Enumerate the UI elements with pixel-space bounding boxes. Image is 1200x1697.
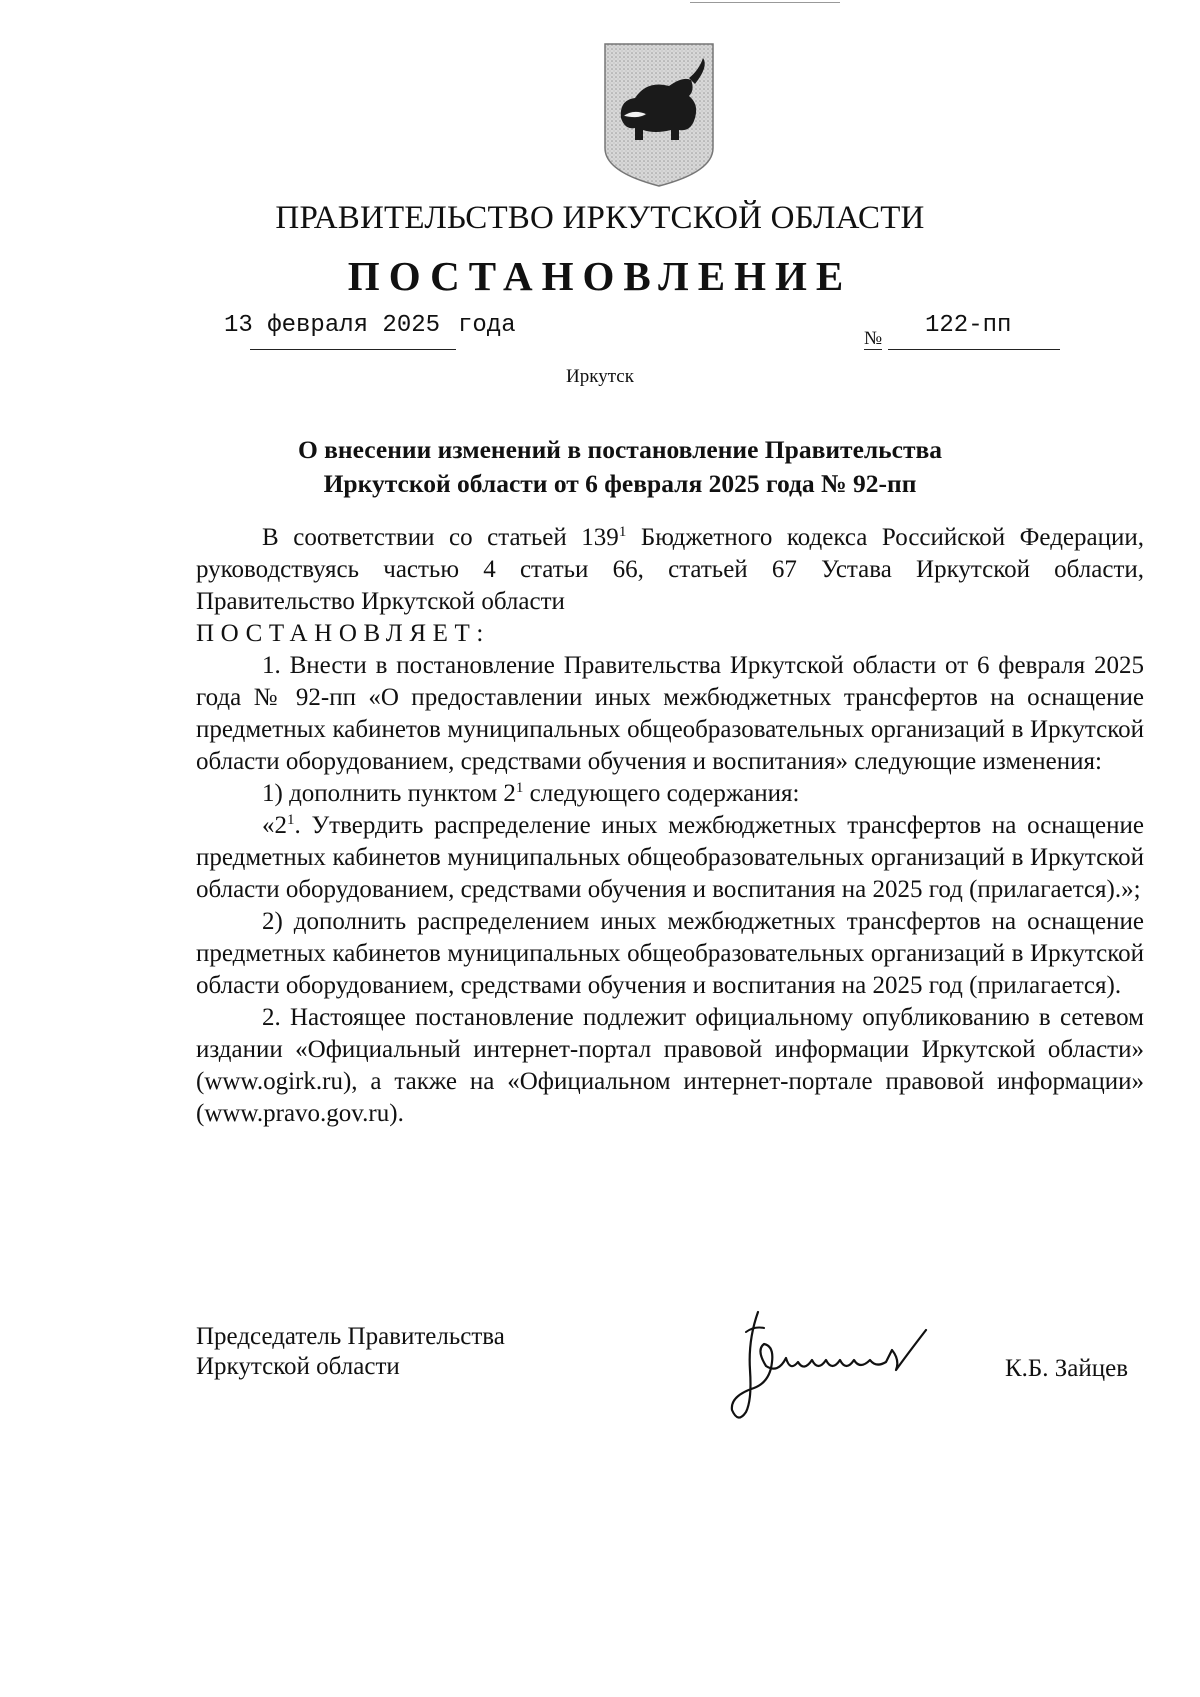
document-date: 13 февраля 2025 bbox=[224, 312, 441, 339]
date-suffix: года bbox=[458, 312, 516, 339]
date-underline bbox=[250, 349, 456, 350]
document-body bbox=[196, 522, 1144, 1130]
number-underline bbox=[888, 349, 1060, 350]
city: Иркутск bbox=[566, 366, 634, 387]
item-1: 1. Внести в постановление Правительства Иркутской области от 6 февраля 2025 года № 92-пп «О предоставлении иных межбюджетных трансфертов на оснащение предметных кабинетов муниципальных общеобразовательных организаций в Иркутской области оборудованием, средствами обучения и воспитания» следующие изменения: bbox=[196, 652, 1144, 775]
item-2: 2. Настоящее постановление подлежит официальному опубликованию в сетевом издании «Официальный интернет-портал правовой информации Иркутской области» (www.ogirk.ru), а также на «Официальном интернет-портале правовой информации» (www.pravo.gov.ru). bbox=[196, 1004, 1144, 1127]
number-sign: № bbox=[864, 328, 883, 349]
signatory-position: Председатель Правительства Иркутской области bbox=[196, 1323, 505, 1380]
handwritten-signature bbox=[720, 1300, 970, 1430]
quoted-point: «$2^1$. Утвердить распределение иных межбюджетных трансфертов на оснащение предметных кабинетов муниципальных общеобразовательных организаций в Иркутской области оборудованием, средствами обучения и воспитания на 2025 год (прилагается).»; bbox=[196, 812, 1144, 903]
intro-paragraph: В соответствии со статьей $139^1$ Бюджетного кодекса Российской Федерации, руководствуясь частью 4 статьи 66, статьей 67 Устава Иркутской области, Правительство Иркутской области bbox=[196, 524, 1144, 615]
document-type: ПОСТАНОВЛЕНИЕ bbox=[347, 253, 853, 299]
signatory-name: К.Б. Зайцев bbox=[1005, 1355, 1129, 1382]
subitem-2: 2) дополнить распределением иных межбюджетных трансфертов на оснащение предметных кабинетов муниципальных общеобразовательных организаций в Иркутской области оборудованием, средствами обучения и воспитания на 2025 год (прилагается). bbox=[196, 908, 1144, 999]
heading-line-1: О внесении изменений в постановление Правительства bbox=[297, 435, 943, 464]
coat-of-arms-icon bbox=[599, 40, 719, 190]
heading-line-2: Иркутской области от 6 февраля 2025 года № 92-пп bbox=[323, 469, 917, 498]
subitem-1: 1) дополнить пунктом $2^1$ следующего содержания: bbox=[262, 780, 800, 807]
top-edge-line bbox=[690, 2, 840, 3]
document-heading bbox=[240, 433, 1000, 501]
government-title: ПРАВИТЕЛЬСТВО ИРКУТСКОЙ ОБЛАСТИ bbox=[275, 200, 925, 236]
decree-word: ПОСТАНОВЛЯЕТ: bbox=[196, 620, 490, 647]
document-number: 122-пп bbox=[925, 312, 1012, 339]
